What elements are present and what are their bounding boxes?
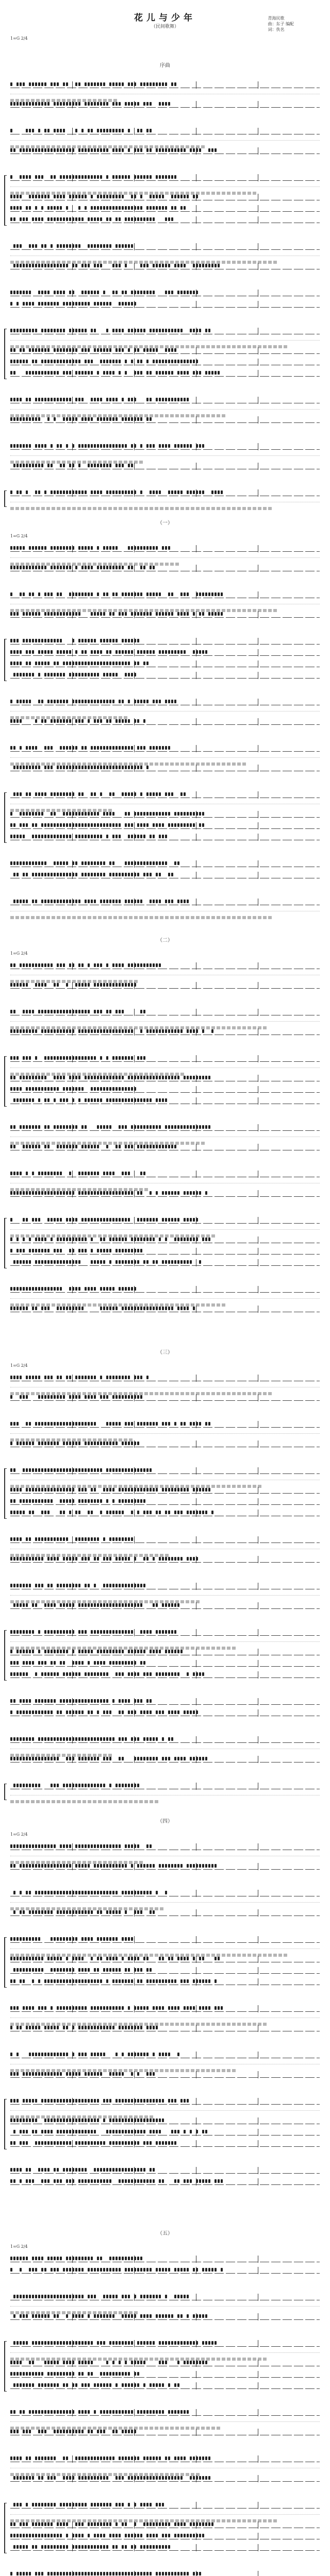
notation-row (10, 175, 320, 184)
notation-row (10, 2257, 320, 2266)
lyric-line (10, 557, 320, 563)
lyric-line (10, 975, 320, 980)
notation-row (10, 129, 320, 138)
notation-row (10, 1784, 320, 1793)
notation-row (10, 490, 320, 500)
lyric-line (10, 455, 320, 461)
notation-row (10, 1710, 320, 1720)
notation-row (10, 2503, 320, 2512)
notation-row (10, 1699, 320, 1708)
notation-row (10, 2430, 320, 2439)
notation-row (10, 1260, 320, 1269)
notation-row (10, 1968, 320, 1977)
system-brace (4, 2099, 7, 2149)
notation-row (10, 217, 320, 227)
notation-row (10, 1029, 320, 1039)
notation-row (10, 1661, 320, 1670)
notation-row (10, 1098, 320, 1108)
notation-row (10, 444, 320, 453)
notation-row (10, 1957, 320, 1966)
notation-row (10, 1010, 320, 1019)
notation-row (10, 1979, 320, 1989)
credit-line: 曲：东子 编配 (268, 22, 294, 26)
lyric-line (10, 502, 320, 507)
notation-row (10, 244, 320, 253)
notation-row (10, 566, 320, 575)
notation-row (10, 2026, 320, 2035)
notation-row (10, 835, 320, 844)
notation-row (10, 2168, 320, 2177)
notation-row (10, 2361, 320, 2370)
notation-row (10, 206, 320, 215)
system-brace (4, 792, 7, 843)
notation-row (10, 1376, 320, 1385)
notation-row (10, 2295, 320, 2304)
lyric-line (10, 604, 320, 609)
notation-row (10, 1468, 320, 1478)
notation-row (10, 1172, 320, 1181)
notation-row (10, 766, 320, 775)
notation-row (10, 900, 320, 909)
notation-row (10, 1757, 320, 1766)
notation-row (10, 861, 320, 871)
notation-row (10, 1499, 320, 1509)
notation-row (10, 2072, 320, 2081)
system-brace (4, 1218, 7, 1268)
notation-row (10, 2534, 320, 2543)
notation-row (10, 1191, 320, 1200)
lyric-line (10, 2421, 320, 2427)
lyric-line (10, 409, 320, 415)
lyric-line (10, 1749, 320, 1754)
lyric-line (10, 1595, 320, 1601)
score-subtitle: （民间歌舞） (151, 24, 179, 29)
notation-row (10, 823, 320, 833)
notation-row (10, 1395, 320, 1404)
notation-row (10, 464, 320, 473)
notation-row (10, 291, 320, 300)
lyric-line (10, 1480, 320, 1485)
section-heading: （五） (157, 2231, 173, 2236)
notation-row (10, 371, 320, 380)
notation-row (10, 2410, 320, 2419)
notation-row (10, 2372, 320, 2381)
notation-row (10, 746, 320, 755)
notation-row (10, 812, 320, 821)
notation-row (10, 1422, 320, 1431)
notation-row (10, 1650, 320, 1659)
notation-row (10, 2099, 320, 2108)
notation-row (10, 1537, 320, 1547)
lyric-line (10, 911, 320, 917)
notation-row (10, 1864, 320, 1873)
notation-row (10, 2053, 320, 2062)
score-title: 花儿与少年 (134, 13, 196, 23)
notation-row (10, 2119, 320, 2128)
notation-row (10, 1238, 320, 1247)
notation-row (10, 417, 320, 427)
notation-row (10, 1891, 320, 1900)
notation-row (10, 592, 320, 602)
notation-row (10, 360, 320, 369)
notation-row (10, 639, 320, 648)
notation-row (10, 1488, 320, 1497)
notation-row (10, 2141, 320, 2150)
notation-row (10, 1307, 320, 1316)
notation-row (10, 2476, 320, 2485)
notation-row (10, 1937, 320, 1946)
section-heading: （四） (157, 1819, 173, 1824)
tempo-marking: 1=G 2/4 (10, 2244, 28, 2249)
lyric-line (10, 1387, 320, 1393)
lyric-line (10, 2468, 320, 2473)
lyric-line (10, 804, 320, 809)
lyric-line (10, 1549, 320, 1554)
notation-row (10, 398, 320, 407)
notation-row (10, 719, 320, 728)
lyric-line (10, 1902, 320, 1908)
lyric-line (10, 140, 320, 146)
notation-row (10, 102, 320, 111)
notation-row (10, 1076, 320, 1085)
system-brace (4, 639, 7, 681)
notation-row (10, 264, 320, 273)
lyric-line (10, 1298, 320, 1304)
notation-row (10, 1603, 320, 1613)
notation-row (10, 1287, 320, 1296)
lyric-line (10, 2110, 320, 2116)
notation-row (10, 1584, 320, 1593)
lyric-line (10, 2064, 320, 2070)
notation-row (10, 1056, 320, 1065)
score-header (0, 0, 330, 77)
system-brace (4, 1630, 7, 1681)
notation-row (10, 82, 320, 92)
tempo-marking: 1=G 2/4 (10, 534, 28, 538)
notation-row (10, 2572, 320, 2576)
notation-row (10, 650, 320, 659)
notation-row (10, 1218, 320, 1227)
notation-row (10, 148, 320, 158)
section-heading: （二） (157, 938, 173, 943)
notation-row (10, 1125, 320, 1134)
lyric-line (10, 340, 320, 346)
score-credits (268, 15, 294, 32)
lyric-line (10, 2018, 320, 2023)
system-brace (4, 1784, 7, 1800)
lyric-line (10, 757, 320, 763)
system-brace (4, 2341, 7, 2392)
notation-row (10, 983, 320, 992)
lyric-line (10, 2514, 320, 2520)
lyric-line (10, 1948, 320, 1954)
notation-row (10, 1737, 320, 1747)
notation-row (10, 1630, 320, 1639)
tempo-marking: 1=G 2/4 (10, 1832, 28, 1837)
system-brace (4, 329, 7, 379)
notation-row (10, 1557, 320, 1566)
notation-row (10, 2522, 320, 2532)
credit-line: 青海民歌 (268, 16, 285, 21)
notation-row (10, 1910, 320, 1920)
notation-row (10, 2179, 320, 2189)
notation-row (10, 792, 320, 802)
credit-line: 词：佚名 (268, 27, 285, 32)
notation-row (10, 2383, 320, 2393)
notation-row (10, 1844, 320, 1854)
lyric-line (10, 2306, 320, 2312)
notation-row (10, 348, 320, 358)
lyric-line (10, 711, 320, 717)
lyric-line (10, 1229, 320, 1235)
notation-row (10, 302, 320, 311)
notation-row (10, 2006, 320, 2015)
system-brace (4, 1937, 7, 1988)
lyric-line (10, 1856, 320, 1861)
notation-row (10, 2314, 320, 2324)
notation-row (10, 1249, 320, 1258)
system-brace (4, 1468, 7, 1519)
system-brace (4, 490, 7, 507)
notation-row (10, 546, 320, 555)
notation-row (10, 195, 320, 204)
lyric-line (10, 94, 320, 99)
lyric-line (10, 1183, 320, 1189)
intro-label: 序曲 (160, 63, 170, 69)
notation-row (10, 963, 320, 973)
notation-row (10, 2130, 320, 2139)
section-heading: （一） (157, 520, 173, 526)
notation-row (10, 1087, 320, 1096)
section-heading: （三） (157, 1350, 173, 1355)
notation-row (10, 1511, 320, 1520)
notation-row (10, 662, 320, 671)
notation-row (10, 2456, 320, 2466)
notation-row (10, 873, 320, 882)
notation-row (10, 612, 320, 621)
lyric-line (10, 1021, 320, 1027)
lyric-line (10, 2352, 320, 2358)
system-brace (4, 175, 7, 226)
notation-row (10, 2341, 320, 2350)
system-brace (4, 1056, 7, 1107)
tempo-marking: 1=G 2/4 (10, 36, 28, 41)
notation-row (10, 2268, 320, 2277)
system-brace (4, 2503, 7, 2553)
notation-row (10, 700, 320, 709)
notation-row (10, 1145, 320, 1154)
lyric-line (10, 187, 320, 192)
notation-row (10, 673, 320, 682)
notation-row (10, 2545, 320, 2554)
lyric-line (10, 1641, 320, 1647)
lyric-line (10, 1067, 320, 1073)
notation-row (10, 329, 320, 338)
notation-row (10, 1442, 320, 1451)
tempo-marking: 1=G 2/4 (10, 951, 28, 956)
lyric-line (10, 1137, 320, 1142)
lyric-line (10, 256, 320, 261)
lyric-line (10, 1433, 320, 1439)
notation-row (10, 1672, 320, 1682)
lyric-line (10, 1795, 320, 1801)
tempo-marking: 1=G 2/4 (10, 1363, 28, 1368)
